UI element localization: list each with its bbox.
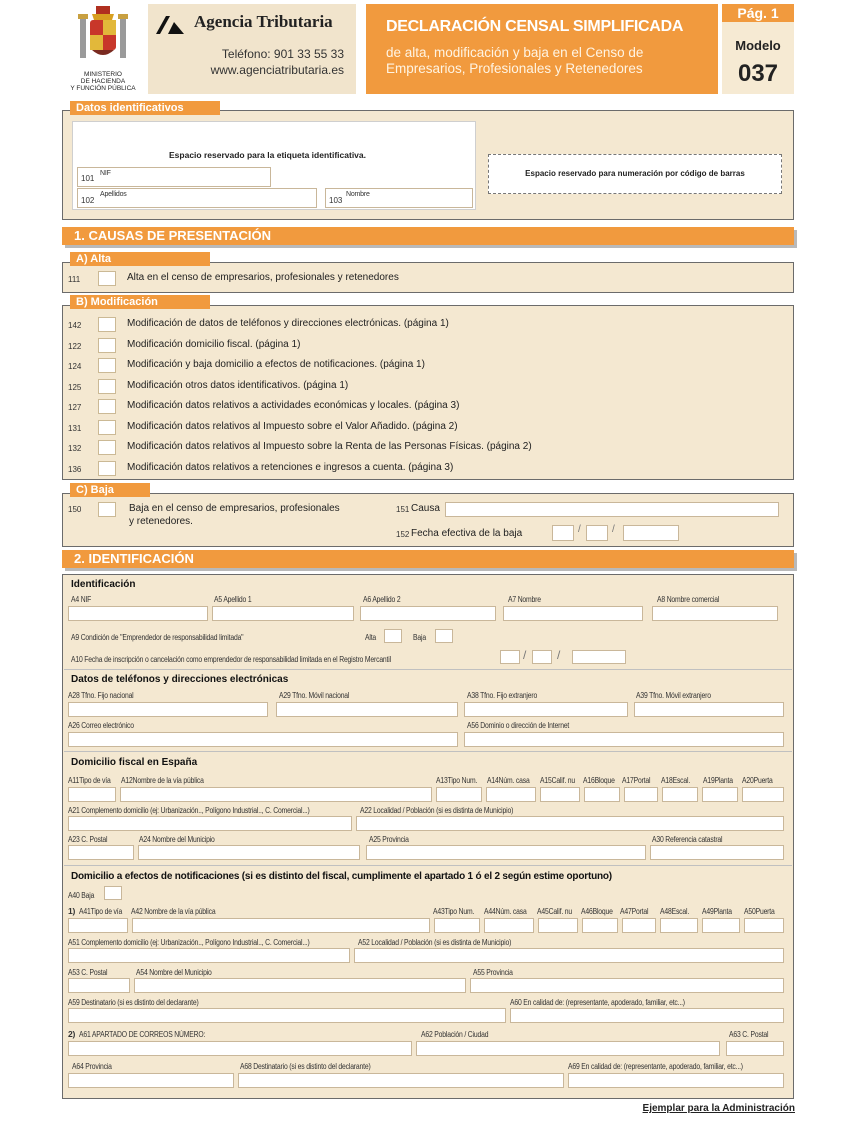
modelo-label: Modelo: [735, 38, 781, 53]
a53-label: A53 C. Postal: [68, 968, 108, 977]
a26-email-field[interactable]: [68, 732, 458, 747]
a59-field[interactable]: [68, 1008, 506, 1023]
nif-field[interactable]: [77, 167, 271, 187]
modificacion-checkbox[interactable]: [98, 440, 116, 455]
field-number: 102: [81, 196, 95, 205]
a68-field[interactable]: [238, 1073, 564, 1088]
a63-label: A63 C. Postal: [729, 1030, 769, 1039]
a69-label: A69 En calidad de: (representante, apoderado, familiar, etc...): [568, 1062, 743, 1071]
a8-label: A8 Nombre comercial: [657, 595, 720, 604]
label-space: [72, 121, 476, 210]
a53-field[interactable]: [68, 978, 130, 993]
barcode-space-text: Espacio reservado para numeración por código de barras: [525, 169, 745, 178]
a30-field[interactable]: [650, 845, 784, 860]
a62-label: A62 Población / Ciudad: [421, 1030, 489, 1039]
a5-label: A5 Apellido 1: [214, 595, 252, 604]
a54-field[interactable]: [134, 978, 466, 993]
a10-label: A10 Fecha de inscripción o cancelación como emprendedor de responsabilidad limitada en el Registro Mercantil: [71, 655, 391, 664]
a17-field[interactable]: [624, 787, 658, 802]
a18-field[interactable]: [662, 787, 698, 802]
ministry-line-3: Y FUNCIÓN PÚBLICA: [70, 85, 136, 92]
alta-text: Alta en el censo de empresarios, profesionales y retenedores: [127, 272, 399, 283]
a14-label: A14Núm. casa: [487, 776, 530, 785]
a6-apellido2-field[interactable]: [360, 606, 496, 621]
fecha-baja-number: 152: [396, 530, 410, 539]
divider: [64, 669, 792, 670]
a40-label: A40 Baja: [68, 891, 95, 900]
a9-alta-checkbox[interactable]: [384, 629, 402, 643]
modificacion-number: 125: [68, 383, 82, 392]
a12-label: A12Nombre de la vía pública: [121, 776, 204, 785]
a25-label: A25 Provincia: [369, 835, 409, 844]
a13-label: A13Tipo Num.: [436, 776, 478, 785]
a23-field[interactable]: [68, 845, 134, 860]
alta-tab: A) Alta: [70, 252, 210, 266]
a30-label: A30 Referencia catastral: [652, 835, 723, 844]
a64-field[interactable]: [68, 1073, 234, 1088]
a46-field[interactable]: [582, 918, 618, 933]
modificacion-number: 131: [68, 424, 82, 433]
a16-field[interactable]: [584, 787, 620, 802]
a5-apellido1-field[interactable]: [212, 606, 354, 621]
modificacion-text: Modificación datos relativos a retenciones e ingresos a cuenta. (página 3): [127, 462, 454, 473]
a11-label: A11Tipo de vía: [68, 776, 111, 785]
modificacion-text: Modificación datos relativos al Impuesto sobre el Valor Añadido. (página 2): [127, 421, 458, 432]
agency-panel: [148, 4, 356, 94]
a55-label: A55 Provincia: [473, 968, 513, 977]
date-separator: /: [557, 648, 561, 662]
option-2-label: 2): [68, 1029, 76, 1039]
a16-label: A16Bloque: [583, 776, 615, 785]
a9-label: A9 Condición de "Emprendedor de responsabilidad limitada": [71, 633, 244, 642]
a9-baja-label: Baja: [413, 633, 426, 642]
divider: [64, 751, 792, 752]
a42-label: A42 Nombre de la vía pública: [131, 907, 216, 916]
a38-label: A38 Tfno. Fijo extranjero: [467, 691, 538, 700]
a51-label: A51 Complemento domicilio (ej: Urbanización.., Polígono Industrial.., C. Comercial...): [68, 938, 310, 947]
agency-web[interactable]: www.agenciatributaria.es: [210, 63, 344, 77]
modificacion-checkbox[interactable]: [98, 379, 116, 394]
a42-field[interactable]: [132, 918, 430, 933]
a61-label: A61 APARTADO DE CORREOS NÚMERO:: [79, 1030, 206, 1039]
a28-label: A28 Tfno. Fijo nacional: [68, 691, 134, 700]
a8-nombre-comercial-field[interactable]: [652, 606, 778, 621]
a59-label: A59 Destinatario (si es distinto del declarante): [68, 998, 199, 1007]
modificacion-checkbox[interactable]: [98, 358, 116, 373]
a61-field[interactable]: [68, 1041, 412, 1056]
a24-field[interactable]: [138, 845, 360, 860]
a10-month-field[interactable]: [532, 650, 552, 664]
fecha-baja-month-field[interactable]: [586, 525, 608, 541]
a19-field[interactable]: [702, 787, 738, 802]
date-separator: /: [578, 524, 581, 535]
a49-label: A49Planta: [702, 907, 732, 916]
modificacion-checkbox[interactable]: [98, 420, 116, 435]
fecha-baja-day-field[interactable]: [552, 525, 574, 541]
a29-field[interactable]: [276, 702, 458, 717]
a15-label: A15Calif. nu: [540, 776, 576, 785]
a17-label: A17Portal: [622, 776, 651, 785]
form-subtitle-2: Empresarios, Profesionales y Retenedores: [386, 61, 643, 76]
ministry-line-2: DE HACIENDA: [80, 78, 126, 85]
modificacion-text: Modificación otros datos identificativos. (página 1): [127, 380, 349, 391]
a48-label: A48Escal.: [660, 907, 690, 916]
a9-baja-checkbox[interactable]: [435, 629, 453, 643]
modificacion-number: 136: [68, 465, 82, 474]
a54-label: A54 Nombre del Municipio: [136, 968, 212, 977]
a26-label: A26 Correo electrónico: [68, 721, 134, 730]
date-separator: /: [612, 524, 615, 535]
a7-nombre-field[interactable]: [503, 606, 643, 621]
a49-field[interactable]: [702, 918, 740, 933]
a39-label: A39 Tfno. Móvil extranjero: [636, 691, 711, 700]
baja-tab: C) Baja: [70, 483, 150, 497]
section1-banner: 1. CAUSAS DE PRESENTACIÓN: [62, 227, 794, 245]
ministry-line-1: MINISTERIO: [84, 71, 122, 78]
baja-text-2: y retenedores.: [129, 516, 193, 527]
page-label: Pág. 1: [722, 4, 794, 22]
a4-nif-field[interactable]: [68, 606, 208, 621]
modificacion-text: Modificación datos relativos a actividades económicas y locales. (página 3): [127, 400, 460, 411]
form-title: DECLARACIÓN CENSAL SIMPLIFICADA: [386, 18, 684, 35]
a40-baja-checkbox[interactable]: [104, 886, 122, 900]
a51-field[interactable]: [68, 948, 350, 963]
a11-field[interactable]: [68, 787, 116, 802]
modelo-number: 037: [737, 60, 779, 87]
option-1-label: 1): [68, 906, 76, 916]
title-panel: [366, 4, 718, 94]
a20-label: A20Puerta: [742, 776, 773, 785]
a18-label: A18Escal.: [661, 776, 691, 785]
a14-field[interactable]: [486, 787, 536, 802]
baja-checkbox[interactable]: [98, 502, 116, 517]
section2-banner: 2. IDENTIFICACIÓN: [62, 550, 794, 568]
a43-label: A43Tipo Num.: [433, 907, 475, 916]
barcode-space: [488, 154, 782, 194]
modelo-panel: [722, 4, 794, 94]
a13-field[interactable]: [436, 787, 482, 802]
date-separator: /: [523, 648, 527, 662]
modificacion-text: Modificación de datos de teléfonos y direcciones electrónicas. (página 1): [127, 318, 449, 329]
modificacion-text: Modificación domicilio fiscal. (página 1): [127, 339, 301, 350]
a21-field[interactable]: [68, 816, 352, 831]
a12-field[interactable]: [120, 787, 432, 802]
fecha-baja-year-field[interactable]: [623, 525, 679, 541]
apellidos-field[interactable]: [77, 188, 317, 208]
field-label: Nombre: [346, 191, 370, 198]
a45-field[interactable]: [538, 918, 578, 933]
a56-web-field[interactable]: [464, 732, 784, 747]
notificaciones-heading: Domicilio a efectos de notificaciones (si es distinto del fiscal, cumplimente el apartado 1 ó el 2 según estime oportuno): [71, 871, 612, 882]
agency-logo-icon: [154, 14, 188, 36]
divider: [64, 865, 792, 866]
fecha-baja-label: Fecha efectiva de la baja: [411, 528, 523, 539]
nombre-field[interactable]: [325, 188, 473, 208]
a39-field[interactable]: [634, 702, 784, 717]
a48-field[interactable]: [660, 918, 698, 933]
a45-label: A45Calif. nu: [537, 907, 573, 916]
modificacion-text: Modificación datos relativos al Impuesto sobre la Renta de las Personas Físicas. (página 2): [127, 441, 532, 452]
a10-day-field[interactable]: [500, 650, 520, 664]
field-number: 103: [329, 196, 343, 205]
a23-label: A23 C. Postal: [68, 835, 108, 844]
modificacion-checkbox[interactable]: [98, 399, 116, 414]
label-space-text: Espacio reservado para la etiqueta identificativa.: [169, 150, 366, 160]
a9-alta-label: Alta: [365, 633, 377, 642]
domicilio-fiscal-heading: Domicilio fiscal en España: [71, 757, 198, 768]
agency-name: Agencia Tributaria: [194, 12, 333, 31]
a21-label: A21 Complemento domicilio (ej: Urbanización.., Polígono Industrial.., C. Comercial...): [68, 806, 310, 815]
modificacion-checkbox[interactable]: [98, 461, 116, 476]
copy-label: Ejemplar para la Administración: [642, 1103, 795, 1114]
coat-of-arms-icon: [62, 4, 144, 66]
a68-label: A68 Destinatario (si es distinto del declarante): [240, 1062, 371, 1071]
causa-field[interactable]: [445, 502, 779, 517]
a7-label: A7 Nombre: [508, 595, 541, 604]
alta-number: 111: [68, 275, 81, 284]
a50-field[interactable]: [744, 918, 784, 933]
ministry-logo: [62, 4, 144, 96]
a52-label: A52 Localidad / Población (si es distinta de Municipio): [358, 938, 512, 947]
a47-label: A47Portal: [620, 907, 649, 916]
identificacion-heading: Identificación: [71, 579, 136, 590]
a28-field[interactable]: [68, 702, 268, 717]
a20-field[interactable]: [742, 787, 784, 802]
a22-label: A22 Localidad / Población (si es distinta de Municipio): [360, 806, 514, 815]
a41-field[interactable]: [68, 918, 128, 933]
a46-label: A46Bloque: [581, 907, 613, 916]
alta-checkbox[interactable]: [98, 271, 116, 286]
a24-label: A24 Nombre del Municipio: [139, 835, 215, 844]
a4-label: A4 NIF: [71, 595, 92, 604]
a41-label: A41Tipo de vía: [79, 907, 123, 916]
field-number: 101: [81, 174, 95, 183]
a10-year-field[interactable]: [572, 650, 626, 664]
a19-label: A19Planta: [703, 776, 733, 785]
causa-label: Causa: [411, 503, 440, 514]
modificacion-number: 127: [68, 403, 82, 412]
a60-label: A60 En calidad de: (representante, apoderado, familiar, etc...): [510, 998, 685, 1007]
modificacion-number: 122: [68, 342, 82, 351]
modificacion-number: 124: [68, 362, 82, 371]
a55-field[interactable]: [470, 978, 784, 993]
agency-phone: Teléfono: 901 33 55 33: [221, 47, 344, 61]
a63-field[interactable]: [726, 1041, 784, 1056]
a25-field[interactable]: [366, 845, 646, 860]
field-label: NIF: [100, 170, 111, 177]
modificacion-checkbox[interactable]: [98, 317, 116, 332]
baja-number: 150: [68, 505, 82, 514]
field-label: Apellidos: [100, 191, 127, 198]
a56-label: A56 Dominio o dirección de Internet: [467, 721, 570, 730]
modificacion-text: Modificación y baja domicilio a efectos de notificaciones. (página 1): [127, 359, 425, 370]
causa-number: 151: [396, 505, 410, 514]
a44-label: A44Núm. casa: [484, 907, 527, 916]
a22-field[interactable]: [356, 816, 784, 831]
a6-label: A6 Apellido 2: [363, 595, 401, 604]
a64-label: A64 Provincia: [72, 1062, 112, 1071]
modificacion-tab: B) Modificación: [70, 295, 210, 309]
a60-field[interactable]: [510, 1008, 784, 1023]
a62-field[interactable]: [416, 1041, 720, 1056]
a69-field[interactable]: [568, 1073, 784, 1088]
a47-field[interactable]: [622, 918, 656, 933]
modificacion-number: 142: [68, 321, 82, 330]
a52-field[interactable]: [354, 948, 784, 963]
a50-label: A50Puerta: [744, 907, 775, 916]
baja-text-1: Baja en el censo de empresarios, profesionales: [129, 503, 340, 514]
datos-identificativos-tab: Datos identificativos: [70, 101, 220, 115]
form-subtitle-1: de alta, modificación y baja en el Censo de: [386, 45, 644, 60]
modificacion-number: 132: [68, 444, 82, 453]
telefonos-heading: Datos de teléfonos y direcciones electrónicas: [71, 674, 289, 685]
a38-field[interactable]: [464, 702, 628, 717]
a43-field[interactable]: [434, 918, 480, 933]
a15-field[interactable]: [540, 787, 580, 802]
a44-field[interactable]: [484, 918, 534, 933]
modificacion-box: [62, 305, 794, 480]
a29-label: A29 Tfno. Móvil nacional: [279, 691, 350, 700]
modificacion-checkbox[interactable]: [98, 338, 116, 353]
